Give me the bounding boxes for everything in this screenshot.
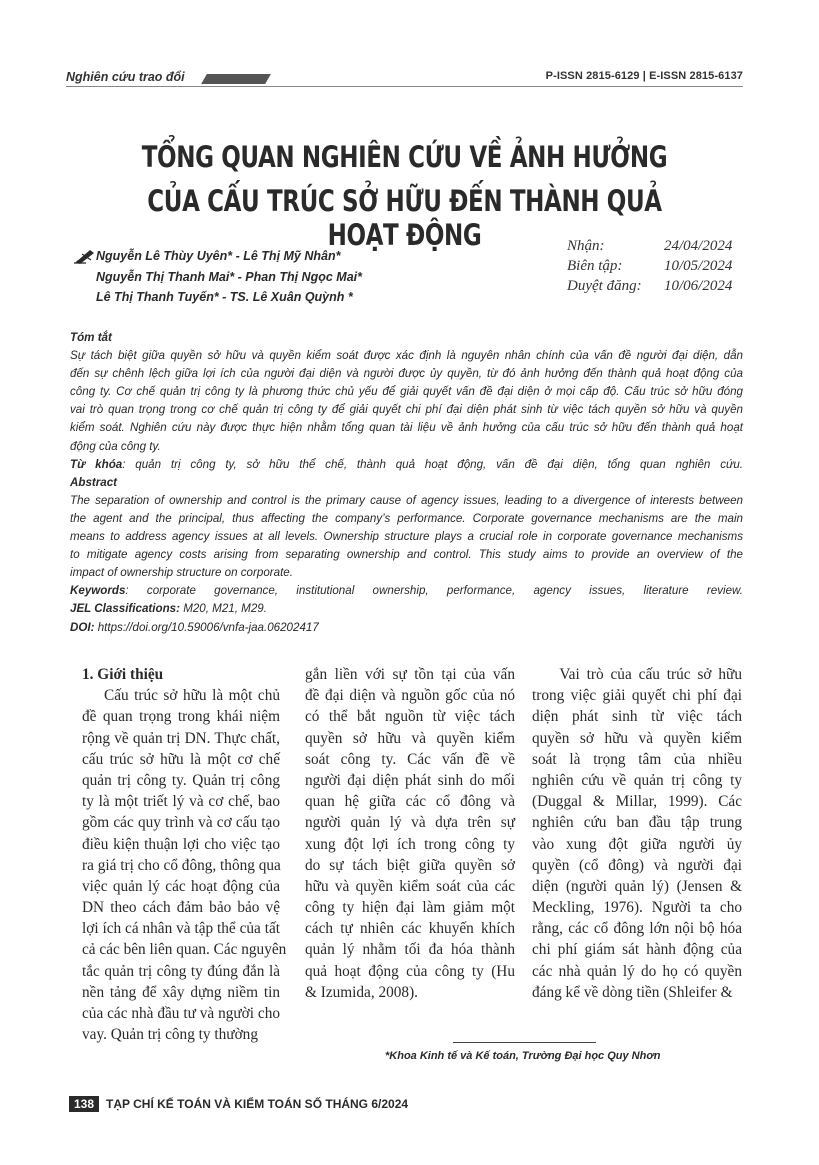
summary-keywords-label: Từ khóa (70, 457, 123, 471)
body-line: quyền sở hữu và quyền kiểm (305, 729, 515, 747)
summary-block (70, 329, 743, 637)
body-line: gồm các quy trình và cơ cấu tạo (82, 814, 280, 832)
body-line: của các nhà đầu tư và người cho (82, 1005, 280, 1022)
body-line: có thể bắt nguồn từ việc tách (305, 708, 515, 726)
body-line: vào xung đột giữa người ủy (532, 835, 742, 853)
body-line: nghiên cứu ban đầu tập trung (532, 814, 742, 832)
author-line-1: Nguyễn Lê Thùy Uyên* - Lê Thị Mỹ Nhân* (96, 249, 341, 263)
body-line: rộng về quản trị DN. Thực chất, (82, 729, 280, 747)
body-line: Vai trò của cấu trúc sở hữu (532, 666, 742, 683)
issn: P-ISSN 2815-6129 | E-ISSN 2815-6137 (545, 70, 743, 82)
summary-line: Sự tách biệt giữa quyền sở hữu và quyền kiểm soát được xác định là nguyên nhân chính của vấn đề người đại diện, dẫn (70, 349, 743, 363)
body-line: cả các bên liên quan. Các nguyên (82, 941, 287, 959)
summary-line: động của công ty. (70, 439, 161, 453)
body-line: trong việc giải quyết chi phí đại (532, 687, 742, 705)
body-line: xung đột lợi ích trong công ty (305, 835, 515, 853)
edited-date: 10/05/2024 (664, 258, 733, 274)
body-line: đề đại diện và nguồn gốc của nó (305, 687, 515, 705)
body-line: soát công ty. Các vấn đề về (305, 750, 515, 768)
received-label: Nhận: (567, 238, 605, 254)
abstract-keywords-text: : corporate governance, institutional ownership, performance, agency issues, literature review. (125, 584, 743, 598)
body-line: do sự tách biệt giữa quyền sở (305, 856, 515, 874)
header-divider (66, 86, 743, 87)
author-line-3: Lê Thị Thanh Tuyến* - TS. Lê Xuân Quỳnh * (96, 290, 353, 304)
pen-icon (74, 248, 96, 264)
edited-label: Biên tập: (567, 258, 623, 274)
summary-heading: Tóm tắt (70, 331, 112, 344)
jel-classifications (70, 600, 743, 618)
received-row (567, 238, 743, 258)
body-line: ra giá trị cho cổ đông, thông qua (82, 856, 281, 874)
author-line-2: Nguyễn Thị Thanh Mai* - Phan Thị Ngọc Mai* (96, 270, 362, 284)
body-line: các nhà quản lý do họ có quyền (532, 962, 742, 980)
doi-label: DOI: (70, 620, 95, 634)
publication-dates (567, 238, 743, 298)
body-line: quản trị công ty. Quản trị công (82, 771, 280, 789)
body-line: lợi ích cá nhân và tập thể của tất (82, 920, 280, 938)
article-title-line-1: TỔNG QUAN NGHIÊN CỨU VỀ ẢNH HƯỞNG (141, 140, 668, 174)
page-number: 138 (69, 1096, 99, 1112)
body-line: Cấu trúc sở hữu là một chủ (82, 687, 280, 705)
body-line: rằng, các cổ đông lớn nội bộ hóa (532, 920, 742, 938)
body-line: đáng kể về dòng tiền (Shleifer & (532, 983, 733, 1001)
body-line: (Duggal & Millar, 1999). Các (532, 793, 742, 811)
summary-line: kiểm soát. Nghiên cứu này được thực hiện nhằm tổng quan tài liệu về ảnh hưởng của cấu trúc sở hữu đến thành quả hoạt (70, 421, 743, 435)
body-line: Meckling, 1976). Người ta cho (532, 899, 742, 917)
footnote-rule (453, 1042, 596, 1043)
body-line: diện (người quản lý) (Jensen & (532, 877, 742, 895)
body-line: ty là một triết lý và cơ chế, bao (82, 793, 280, 811)
body-line: quan hệ giữa các cổ đông và (305, 793, 515, 811)
summary-line: vai trò quan trọng trong cơ chế quản trị công ty để giải quyết chi phí đại diện phát sinh từ việc tách quyền sở hữu và quyền (70, 403, 743, 417)
summary-keywords-text: : quản trị công ty, sở hữu thể chế, thành quả hoạt động, vấn đề đại diện, tổng quan nghiên cứu. (122, 457, 744, 471)
journal-name: TẠP CHÍ KẾ TOÁN VÀ KIỂM TOÁN SỐ THÁNG 6/2024 (106, 1097, 409, 1111)
body-line: người quản lý và dựa trên sự (305, 814, 515, 832)
summary-keywords (70, 456, 743, 474)
body-line: vay. Quản trị công ty thường (82, 1026, 258, 1044)
body-line: nền tảng để xây dựng niềm tin (82, 983, 280, 1001)
body-line: quyền (cổ đông) và người đại (532, 856, 742, 874)
abstract-line: means to address agency issues at all levels. Ownership structure plays a crucial role in corporate governance mechanisms (70, 530, 743, 544)
jel-label: JEL Classifications: (70, 602, 180, 616)
footnote-affiliation: *Khoa Kinh tế và Kế toán, Trường Đại học Quy Nhơn (385, 1050, 661, 1062)
abstract-line: impact of ownership structure on corporate. (70, 566, 293, 580)
approved-row (567, 278, 743, 298)
body-line: việc quản lý các hoạt động của (82, 877, 280, 895)
jel-codes: M20, M21, M29. (179, 602, 267, 616)
section-bar (201, 74, 271, 84)
body-column-3 (532, 664, 742, 1003)
body-line: diện phát sinh từ việc tách (532, 708, 742, 726)
body-line: quyền sở hữu và quyền kiểm (532, 729, 742, 747)
doi (70, 619, 743, 637)
doi-link[interactable]: https://doi.org/10.59006/vnfa-jaa.06202417 (94, 620, 319, 634)
article-title-line-2: CỦA CẤU TRÚC SỞ HỮU ĐẾN THÀNH QUẢ HOẠT ĐỘNG (147, 184, 662, 252)
body-line: điều kiện thuận lợi cho việc tạo (82, 835, 280, 853)
body-line: cách tự nhiên các khuyến khích (305, 920, 515, 938)
abstract-keywords-label: Keywords (70, 584, 126, 598)
body-line: quản lý nhằm tối đa hóa thành (305, 941, 515, 959)
body-line: soát là trọng tâm của nhiều (532, 750, 742, 768)
body-line: tắc quản trị công ty đúng đắn là (82, 962, 280, 980)
body-line: công ty hiện đại làm giảm một (305, 899, 515, 917)
body-column-2 (305, 664, 515, 1003)
approved-date: 10/06/2024 (664, 278, 733, 294)
body-line: & Izumida, 2008). (305, 983, 419, 1001)
body-line: DN theo cách đảm bảo bảo vệ (82, 899, 280, 917)
summary-line: đến sự chênh lệch giữa lợi ích của người đại diện và người được ủy quyền, từ đó ảnh hưởng đến thành quả hoạt động của (70, 367, 743, 381)
body-line: nghiên cứu về quản trị công ty (532, 771, 742, 789)
section-label: Nghiên cứu trao đổi (66, 70, 185, 84)
body-line: cấu trúc sở hữu là một cơ chế (82, 750, 280, 768)
abstract-line: the agent and the principal, thus affecting the company’s performance. Corporate governance mechanisms are the main (70, 511, 743, 525)
section-heading: 1. Giới thiệu (82, 666, 164, 683)
body-line: hữu và quyền kiểm soát của các (305, 877, 515, 895)
received-date: 24/04/2024 (664, 238, 733, 254)
body-line: quả hoạt động của công ty (Hu (305, 962, 515, 980)
edited-row (567, 258, 743, 278)
abstract-line: to mitigate agency costs arising from separating ownership and control. This study aims to provide an overview of the (70, 548, 743, 562)
abstract-line: The separation of ownership and control is the primary cause of agency issues, leading to a divergence of interests between (70, 493, 743, 507)
approved-label: Duyệt đăng: (567, 278, 642, 294)
body-line: chi phí giám sát hành động của (532, 941, 742, 959)
abstract-keywords (70, 582, 743, 600)
abstract-heading: Abstract (70, 475, 118, 489)
body-line: gắn liền với sự tồn tại của vấn (305, 666, 515, 683)
body-line: đề quan trọng trong khái niệm (82, 708, 280, 726)
body-column-1 (82, 664, 287, 1045)
body-line: người đại diện phát sinh do mối (305, 771, 515, 789)
summary-line: công ty. Cơ chế quản trị công ty là phương thức chủ yếu để giải quyết vấn đề đại diện ở mọi cấp độ. Cấu trúc sở hữu đóng (70, 385, 743, 399)
